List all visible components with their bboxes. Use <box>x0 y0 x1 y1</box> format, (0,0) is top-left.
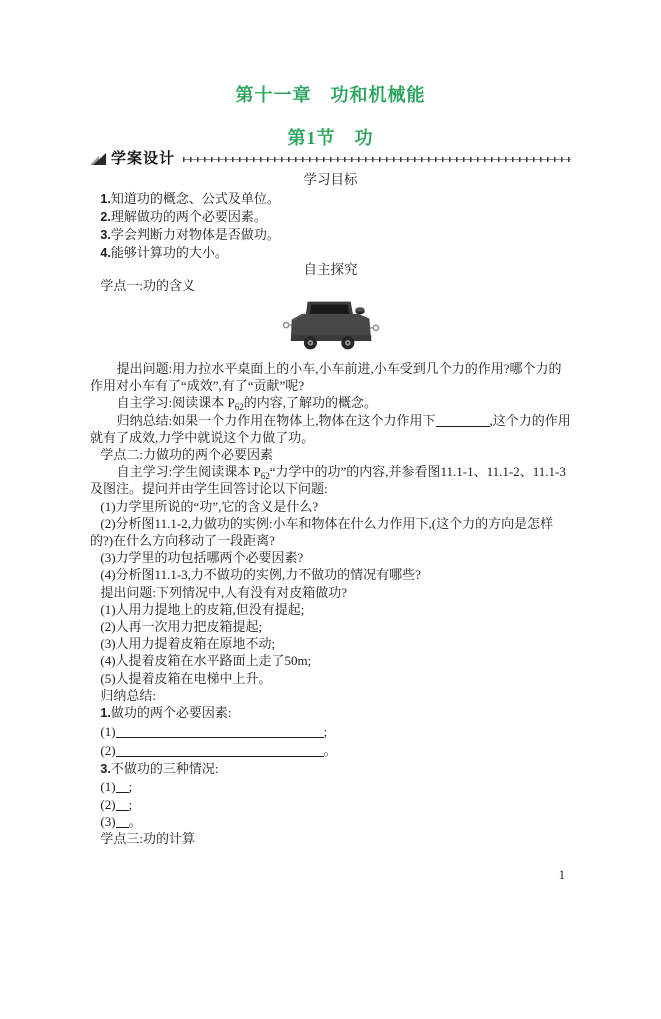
objective-number: 4. <box>100 246 111 260</box>
blank-label: (1) <box>100 779 116 795</box>
text-segment: 自主学习:学生阅读课本 P <box>116 464 261 480</box>
text-segment: ,这个力的作用就有了成效,力学中就说这个力做了功。 <box>90 412 571 445</box>
blank-label: (3) <box>100 813 116 829</box>
fill-in-blank <box>116 780 129 793</box>
blank-line <box>90 796 571 813</box>
text-segment: “力学中的功”的内容,并参看图11.1-1、11.1-2、11.1-3及图注。提问并由学生回答讨论以下问题: <box>90 464 566 497</box>
point1-ask: 提出问题:用力拉水平桌面上的小车,小车前进,小车受到几个力的作用?哪个力的作用对小车有了“成效”,有了“贡献”呢? <box>90 361 562 394</box>
page-number: 1 <box>558 868 565 883</box>
toy-car-photo <box>279 297 383 355</box>
case-item: (5)人提着皮箱在电梯中上升。 <box>100 670 272 686</box>
objective-text: 理解做功的两个必要因素。 <box>110 209 267 224</box>
worksheet-page <box>0 84 661 1019</box>
discussion-question: (1)力学里所说的“功”,它的含义是什么? <box>100 498 319 514</box>
text-segment: 的内容,了解功的概念。 <box>243 395 377 411</box>
dotted-rule <box>183 157 571 162</box>
objective-text: 学会判断力对物体是否做功。 <box>110 227 280 242</box>
blank-tail: ; <box>323 724 328 740</box>
chapter-title: 第十一章 功和机械能 <box>235 85 426 105</box>
banner-label: 学案设计 <box>111 150 176 167</box>
summary-item-3 <box>90 760 571 778</box>
objective-text: 知道功的概念、公式及单位。 <box>110 191 280 206</box>
case-item: (3)人用力提着皮箱在原地不动; <box>100 636 276 652</box>
summary-number: 1. <box>100 706 111 721</box>
triangle-dark-shape <box>93 153 106 165</box>
case-item: (1)人用力提地上的皮箱,但没有提起; <box>100 601 305 617</box>
objective-number: 3. <box>100 228 111 242</box>
fill-in-blank <box>116 798 129 811</box>
objective-item <box>90 190 571 208</box>
objective-item <box>90 244 571 262</box>
figure-container <box>90 297 571 357</box>
point2-ask: 提出问题:下列情况中,人有没有对皮箱做功? <box>100 584 348 600</box>
point1-heading: 学点一:功的含义 <box>100 278 196 293</box>
blank-label: (2) <box>100 796 116 812</box>
page-reference: 62 <box>260 471 270 482</box>
blank-tail: 。 <box>323 743 337 759</box>
objectives-header: 学习目标 <box>303 172 358 187</box>
text-segment: 做功的两个必要因素: <box>110 705 232 721</box>
case-item: (2)人再一次用力把皮箱提起; <box>100 619 263 635</box>
objective-item <box>90 208 571 226</box>
point1-summary <box>90 412 571 446</box>
point1-selfstudy <box>90 394 571 411</box>
case-item: (4)人提着皮箱在水平路面上走了50m; <box>100 653 312 669</box>
summary-item-1 <box>90 704 571 722</box>
summary-number: 3. <box>100 762 111 777</box>
lesson-design-banner <box>90 151 571 167</box>
objective-number: 2. <box>100 210 111 224</box>
text-segment: 不做功的三种情况: <box>110 761 219 777</box>
body-text <box>90 360 571 847</box>
objectives-list <box>90 190 571 262</box>
document-content <box>90 84 571 883</box>
blank-line <box>90 778 571 795</box>
discussion-question: (2)分析图11.1-2,力做功的实例:小车和物体在什么力作用下,(这个力的方向是怎样的?)在什么方向移动了一段距离? <box>90 515 554 549</box>
explore-header: 自主探究 <box>303 262 358 277</box>
fill-in-blank <box>436 414 490 427</box>
point2-heading: 学点二:力做功的两个必要因素 <box>100 447 274 463</box>
discussion-question: (4)分析图11.1-3,力不做功的实例,力不做功的情况有哪些? <box>100 567 421 583</box>
blank-label: (1) <box>100 724 116 740</box>
triangle-flag-icon <box>90 152 107 166</box>
blank-line <box>90 722 571 741</box>
summary-label: 归纳总结: <box>100 687 157 703</box>
blank-label: (2) <box>100 743 116 759</box>
objective-text: 能够计算功的大小。 <box>110 245 228 260</box>
blank-line <box>90 813 571 830</box>
point3-heading: 学点三:功的计算 <box>100 831 196 847</box>
blank-line <box>90 741 571 760</box>
objective-item <box>90 226 571 244</box>
blank-tail: 。 <box>128 813 142 829</box>
fill-in-blank <box>116 744 324 757</box>
blank-tail: ; <box>128 796 133 812</box>
text-segment: 归纳总结:如果一个力作用在物体上,物体在这个力作用下 <box>116 412 436 428</box>
blank-tail: ; <box>128 779 133 795</box>
objective-number: 1. <box>100 192 111 206</box>
discussion-question: (3)力学里的功包括哪两个必要因素? <box>100 550 304 566</box>
text-segment: 自主学习:阅读课本 P <box>116 395 235 411</box>
point2-selfstudy <box>90 463 571 497</box>
fill-in-blank <box>116 725 324 738</box>
section-title: 第1节 功 <box>287 128 374 148</box>
page-reference: 62 <box>234 402 244 413</box>
fill-in-blank <box>116 815 129 828</box>
